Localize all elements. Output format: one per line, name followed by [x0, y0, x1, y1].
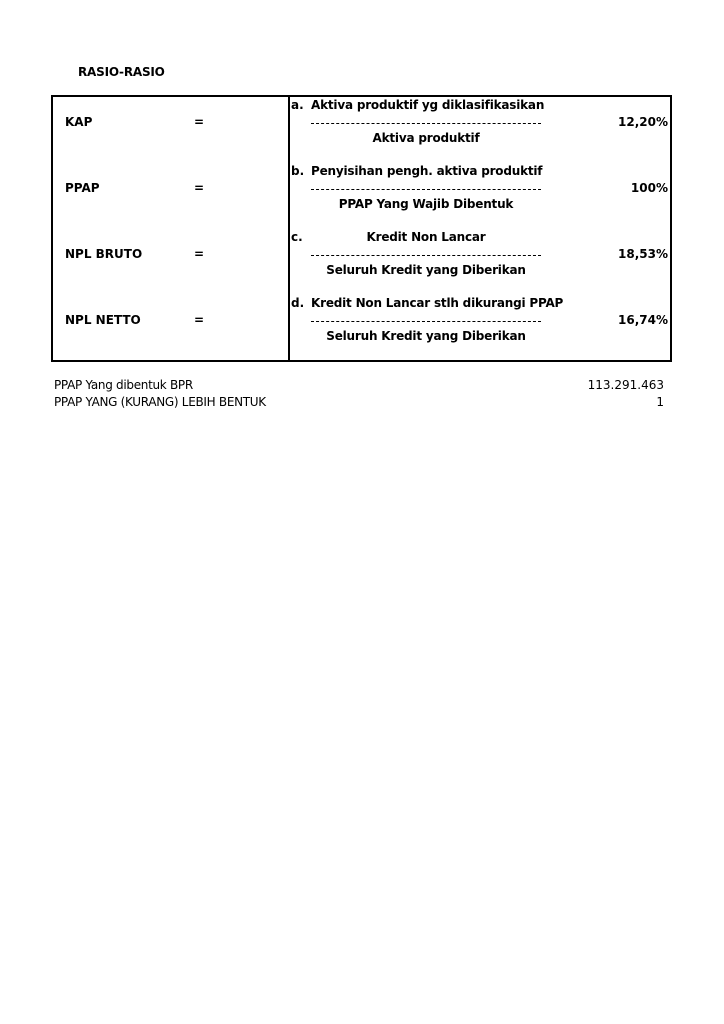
- formula-denominator: Seluruh Kredit yang Diberikan: [326, 329, 526, 343]
- fraction-line: [311, 189, 541, 191]
- ratio-row-kap: [53, 97, 670, 163]
- formula-numerator: Aktiva produktif yg diklasifikasikan: [311, 98, 545, 112]
- formula-numerator: Kredit Non Lancar: [366, 230, 486, 244]
- page-title: RASIO-RASIO: [78, 65, 165, 79]
- formula-letter: d.: [291, 296, 305, 310]
- ratio-value: 18,53%: [618, 247, 668, 261]
- footer-label: PPAP YANG (KURANG) LEBIH BENTUK: [54, 395, 266, 409]
- ratio-value: 16,74%: [618, 313, 668, 327]
- formula-letter: c.: [291, 230, 303, 244]
- formula-denominator: Seluruh Kredit yang Diberikan: [326, 263, 526, 277]
- equals-sign: =: [194, 247, 205, 261]
- formula-denominator: PPAP Yang Wajib Dibentuk: [338, 197, 514, 211]
- ratio-row-npl-bruto: [53, 229, 670, 295]
- ratio-label: NPL NETTO: [65, 313, 141, 327]
- equals-sign: =: [194, 313, 205, 327]
- footer-value: 1: [656, 395, 664, 409]
- equals-sign: =: [194, 115, 205, 129]
- ratio-row-ppap: [53, 163, 670, 229]
- footer-value: 113.291.463: [587, 378, 664, 392]
- fraction-line: [311, 123, 541, 125]
- formula-denominator: Aktiva produktif: [372, 131, 480, 145]
- equals-sign: =: [194, 181, 205, 195]
- formula-numerator: Kredit Non Lancar stlh dikurangi PPAP: [311, 296, 564, 310]
- ratio-label: KAP: [65, 115, 93, 129]
- ratio-value: 100%: [630, 181, 668, 195]
- footer-label: PPAP Yang dibentuk BPR: [54, 378, 193, 392]
- ratio-table: [51, 95, 672, 362]
- ratio-label: NPL BRUTO: [65, 247, 143, 261]
- formula-letter: b.: [291, 164, 305, 178]
- ratio-label: PPAP: [65, 181, 100, 195]
- formula-letter: a.: [291, 98, 304, 112]
- fraction-line: [311, 321, 541, 323]
- ratio-row-npl-netto: [53, 295, 670, 361]
- ratio-value: 12,20%: [618, 115, 668, 129]
- fraction-line: [311, 255, 541, 257]
- formula-numerator: Penyisihan pengh. aktiva produktif: [311, 164, 543, 178]
